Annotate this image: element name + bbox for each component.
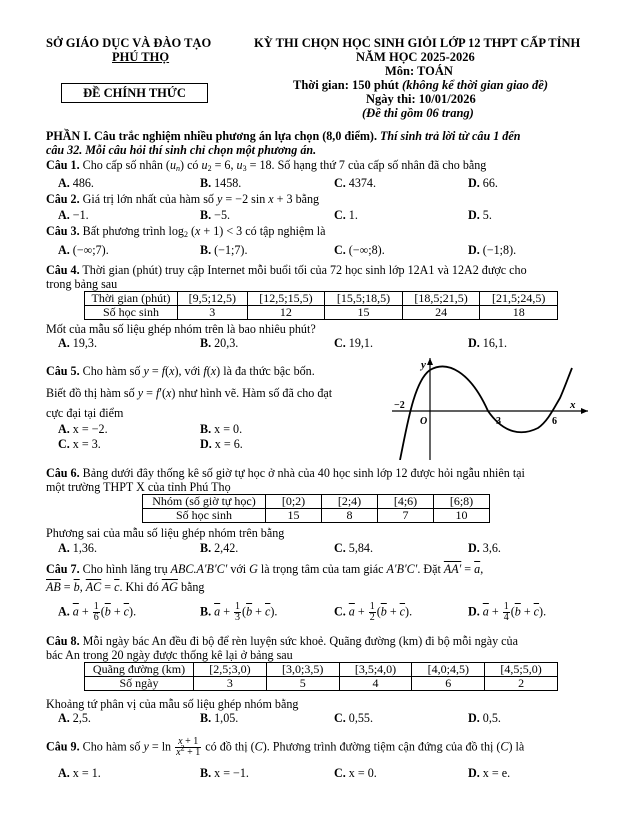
- question-5-line3: cực đại tại điểm: [46, 406, 124, 420]
- official-stamp: ĐỀ CHÍNH THỨC: [61, 83, 208, 103]
- subject: Môn: TOÁN: [385, 64, 453, 78]
- q2-option-c[interactable]: C. 1.: [334, 208, 358, 222]
- question-7: Câu 7. Cho hình lăng trụ ABC.A′B′C′ với G là trọng tâm của tam giác A′B′C′. Đặt $AA' = \overline{a}$,: [46, 562, 484, 576]
- table-row: [85, 663, 558, 677]
- exam-title: KỲ THI CHỌN HỌC SINH GIỎI LỚP 12 THPT CẤP TỈNH: [254, 36, 581, 50]
- table-cell: 10: [434, 509, 490, 523]
- table-header-cell: Số học sinh: [85, 306, 178, 320]
- q9-option-a[interactable]: A. x = 1.: [58, 766, 101, 780]
- q8-option-d[interactable]: D. 0,5.: [468, 711, 501, 725]
- table-cell: [12,5;15,5): [247, 292, 325, 306]
- table-cell: 15: [266, 509, 322, 523]
- table-cell: 24: [402, 306, 480, 320]
- q7-option-a[interactable]: A. $\overline{a}$ + $\frac{1}{6}$ $(\overline{b} + \overline{c})$.: [58, 601, 137, 623]
- table-cell: [9,5;12,5): [178, 292, 248, 306]
- table-cell: 3: [178, 306, 248, 320]
- table-row: [85, 306, 558, 320]
- q6-option-b[interactable]: B. 2,42.: [200, 541, 239, 555]
- q1-option-b[interactable]: B. 1458.: [200, 176, 242, 190]
- question-7-cont: $\overline{AB} = \overline{b}$, $\overline{AC} = \overline{c}$. Khi đó $\overline{AG}$ bằng: [46, 580, 205, 594]
- table-cell: 7: [378, 509, 434, 523]
- table-row: [143, 509, 490, 523]
- tick-6: 6: [552, 416, 557, 427]
- page-count: (Đề thi gồm 06 trang): [362, 106, 474, 120]
- question-1: Câu 1. Cho cấp số nhân $(u_n)$ có $u_2 = 6$, $u_3 = 18$. Số hạng thứ 7 của cấp số nhân đã cho bằng: [46, 158, 487, 173]
- table-cell: 18: [480, 306, 558, 320]
- table-cell: 2: [485, 677, 558, 691]
- table-row: [85, 677, 558, 691]
- table-cell: 4: [339, 677, 412, 691]
- q5-option-b[interactable]: B. x = 0.: [200, 422, 243, 436]
- table-row: [143, 495, 490, 509]
- table-cell: [3,0;3,5): [266, 663, 339, 677]
- table-cell: [21,5;24,5): [480, 292, 558, 306]
- question-3: Câu 3. Bất phương trình $\log_2 (x + 1) < 3$ có tập nghiệm là: [46, 224, 326, 239]
- q8-option-c[interactable]: C. 0,55.: [334, 711, 373, 725]
- q2-option-d[interactable]: D. 5.: [468, 208, 492, 222]
- q6-option-c[interactable]: C. 5,84.: [334, 541, 373, 555]
- question-4-cont: trong bảng sau: [46, 277, 118, 291]
- q9-option-d[interactable]: D. x = e.: [468, 766, 511, 780]
- province-name: PHÚ THỌ: [112, 50, 170, 64]
- part1-heading: PHẦN I. Câu trắc nghiệm nhiều phương án lựa chọn (8,0 điểm). Thí sinh trả lời từ câu 1 đến: [46, 129, 521, 143]
- table-cell: 15: [325, 306, 403, 320]
- q8-option-b[interactable]: B. 1,05.: [200, 711, 239, 725]
- table-row: [85, 292, 558, 306]
- q3-option-c[interactable]: C. (−∞;8).: [334, 243, 385, 257]
- school-year: NĂM HỌC 2025-2026: [356, 50, 475, 64]
- q1-option-a[interactable]: A. 486.: [58, 176, 94, 190]
- table-header-cell: Số ngày: [85, 677, 194, 691]
- exam-date: Ngày thi: 10/01/2026: [366, 92, 476, 106]
- table-cell: 3: [194, 677, 267, 691]
- derivative-graph: [392, 356, 592, 460]
- q4-option-a[interactable]: A. 19,3.: [58, 336, 97, 350]
- table-cell: 12: [247, 306, 325, 320]
- origin-label: O: [420, 416, 428, 427]
- table-cell: [4;6): [378, 495, 434, 509]
- department-name: SỞ GIÁO DỤC VÀ ĐÀO TẠO: [46, 36, 212, 50]
- q6-option-d[interactable]: D. 3,6.: [468, 541, 501, 555]
- table-cell: [2;4): [322, 495, 378, 509]
- tick-3: 3: [496, 416, 501, 427]
- y-axis-arrow: [427, 358, 433, 365]
- question-8: Câu 8. Mỗi ngày bác An đều đi bộ để rèn luyện sức khoẻ. Quãng đường (km) đi bộ mỗi ngày của: [46, 634, 518, 648]
- question-6-cont: một trường THPT X của tỉnh Phú Thọ: [46, 480, 231, 494]
- derivative-curve: [400, 367, 572, 460]
- question-9: Câu 9. Cho hàm số y = ln $\frac{x + 1}{x^2 + 1}$ có đồ thị (C). Phương trình đường tiệm cận đứng của đồ thị (C) là: [46, 736, 525, 758]
- q1-option-c[interactable]: C. 4374.: [334, 176, 376, 190]
- q8-table: [84, 662, 558, 691]
- q6-table: [142, 494, 490, 523]
- q4-table: [84, 291, 558, 320]
- q2-option-b[interactable]: B. −5.: [200, 208, 231, 222]
- table-cell: [18,5;21,5): [402, 292, 480, 306]
- q7-option-c[interactable]: C. $\overline{a}$ + $\frac{1}{2}$ $(\overline{b} + \overline{c})$.: [334, 601, 413, 623]
- q8-question: Khoảng tứ phân vị của mẫu số liệu ghép nhóm bằng: [46, 697, 299, 711]
- q6-question: Phương sai của mẫu số liệu ghép nhóm trên bằng: [46, 526, 285, 540]
- q8-option-a[interactable]: A. 2,5.: [58, 711, 91, 725]
- q4-option-c[interactable]: C. 19,1.: [334, 336, 373, 350]
- time-limit: Thời gian: 150 phút (không kể thời gian giao đề): [293, 78, 549, 92]
- table-cell: [3,5;4,0): [339, 663, 412, 677]
- q4-question: Mốt của mẫu số liệu ghép nhóm trên là bao nhiêu phút?: [46, 322, 316, 336]
- table-cell: [4,5;5,0): [485, 663, 558, 677]
- table-cell: [2,5;3,0): [194, 663, 267, 677]
- table-cell: 8: [322, 509, 378, 523]
- question-4: Câu 4. Thời gian (phút) truy cập Internet mỗi buổi tối của 72 học sinh lớp 12A1 và 12A2 được cho: [46, 263, 527, 277]
- question-5-line2: Biết đồ thị hàm số y = f′(x) như hình vẽ. Hàm số đã cho đạt: [46, 386, 333, 400]
- q1-option-d[interactable]: D. 66.: [468, 176, 498, 190]
- x-axis-label: x: [570, 399, 576, 411]
- table-header-cell: Quãng đường (km): [85, 663, 194, 677]
- q7-option-d[interactable]: D. $\overline{a}$ + $\frac{1}{4}$ $(\overline{b} + \overline{c})$.: [468, 601, 547, 623]
- question-2: Câu 2. Giá trị lớn nhất của hàm số y = −2 sin x + 3 bằng: [46, 192, 320, 206]
- question-6: Câu 6. Bảng dưới đây thống kê số giờ tự học ở nhà của 40 học sinh lớp 12 được hỏi ngẫu nhiên tại: [46, 466, 525, 480]
- q7-option-b[interactable]: B. $\overline{a}$ + $\frac{1}{3}$ $(\overline{b} + \overline{c})$.: [200, 601, 278, 623]
- q9-option-b[interactable]: B. x = −1.: [200, 766, 249, 780]
- q9-option-c[interactable]: C. x = 0.: [334, 766, 377, 780]
- q5-option-d[interactable]: D. x = 6.: [200, 437, 243, 451]
- table-cell: [15,5;18,5): [325, 292, 403, 306]
- q3-option-d[interactable]: D. (−1;8).: [468, 243, 517, 257]
- q4-option-d[interactable]: D. 16,1.: [468, 336, 507, 350]
- x-axis-arrow: [581, 408, 588, 414]
- part1-instruction: câu 32. Mỗi câu hỏi thí sinh chỉ chọn một phương án.: [46, 143, 317, 157]
- q3-option-a[interactable]: A. (−∞;7).: [58, 243, 109, 257]
- q2-option-a[interactable]: A. −1.: [58, 208, 89, 222]
- q6-option-a[interactable]: A. 1,36.: [58, 541, 97, 555]
- table-header-cell: Nhóm (số giờ tự học): [143, 495, 266, 509]
- table-header-cell: Số học sinh: [143, 509, 266, 523]
- q4-option-b[interactable]: B. 20,3.: [200, 336, 239, 350]
- table-cell: [4,0;4,5): [412, 663, 485, 677]
- q5-option-c[interactable]: C. x = 3.: [58, 437, 101, 451]
- q5-option-a[interactable]: A. x = −2.: [58, 422, 108, 436]
- table-cell: 5: [266, 677, 339, 691]
- table-header-cell: Thời gian (phút): [85, 292, 178, 306]
- y-axis-label: y: [421, 359, 426, 371]
- table-cell: 6: [412, 677, 485, 691]
- question-8-cont: bác An trong 20 ngày được thống kê lại ở bảng sau: [46, 648, 293, 662]
- q3-option-b[interactable]: B. (−1;7).: [200, 243, 248, 257]
- question-5: Câu 5. Cho hàm số y = f(x), với f(x) là đa thức bậc bốn.: [46, 364, 315, 378]
- tick-minus-2: −2: [394, 400, 405, 411]
- table-cell: [0;2): [266, 495, 322, 509]
- table-cell: [6;8): [434, 495, 490, 509]
